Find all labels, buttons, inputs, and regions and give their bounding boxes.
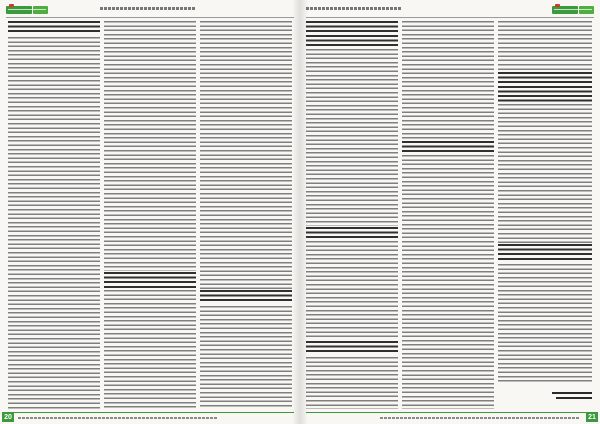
footer-line	[380, 417, 580, 419]
question-paragraph	[104, 272, 196, 288]
question-paragraph	[306, 21, 398, 47]
article-column-text	[104, 21, 196, 271]
footer-rule	[2, 412, 294, 413]
header-rule	[306, 17, 594, 18]
masthead-logo	[552, 4, 594, 15]
issue-dateline	[100, 7, 195, 10]
page-number: 20	[2, 413, 14, 422]
header-rule	[6, 17, 294, 18]
article-column-text	[200, 21, 292, 289]
footer-line	[18, 417, 218, 419]
masthead-logo	[6, 4, 48, 15]
author-signature-line	[552, 392, 592, 394]
article-column-text	[402, 21, 494, 140]
question-paragraph	[306, 227, 398, 239]
article-column-text	[8, 37, 100, 409]
question-paragraph	[402, 141, 494, 153]
article-column-text	[200, 306, 292, 409]
question-paragraph	[498, 244, 592, 262]
article-column-text	[498, 264, 592, 384]
spread-gutter	[292, 0, 308, 424]
page-number: 21	[586, 413, 598, 422]
article-column-text	[104, 290, 196, 409]
article-column-text	[306, 49, 398, 226]
article-column-text	[306, 241, 398, 340]
issue-dateline	[306, 7, 401, 10]
article-column-text	[306, 357, 398, 409]
article-column-text	[498, 104, 592, 243]
question-paragraph	[498, 72, 592, 102]
footer-rule	[306, 412, 598, 413]
article-column-text	[402, 155, 494, 409]
question-paragraph	[306, 341, 398, 355]
right-page	[300, 0, 600, 424]
question-paragraph	[8, 21, 100, 35]
author-signature-line	[556, 397, 592, 399]
question-paragraph	[200, 290, 292, 304]
article-column-text	[498, 21, 592, 71]
